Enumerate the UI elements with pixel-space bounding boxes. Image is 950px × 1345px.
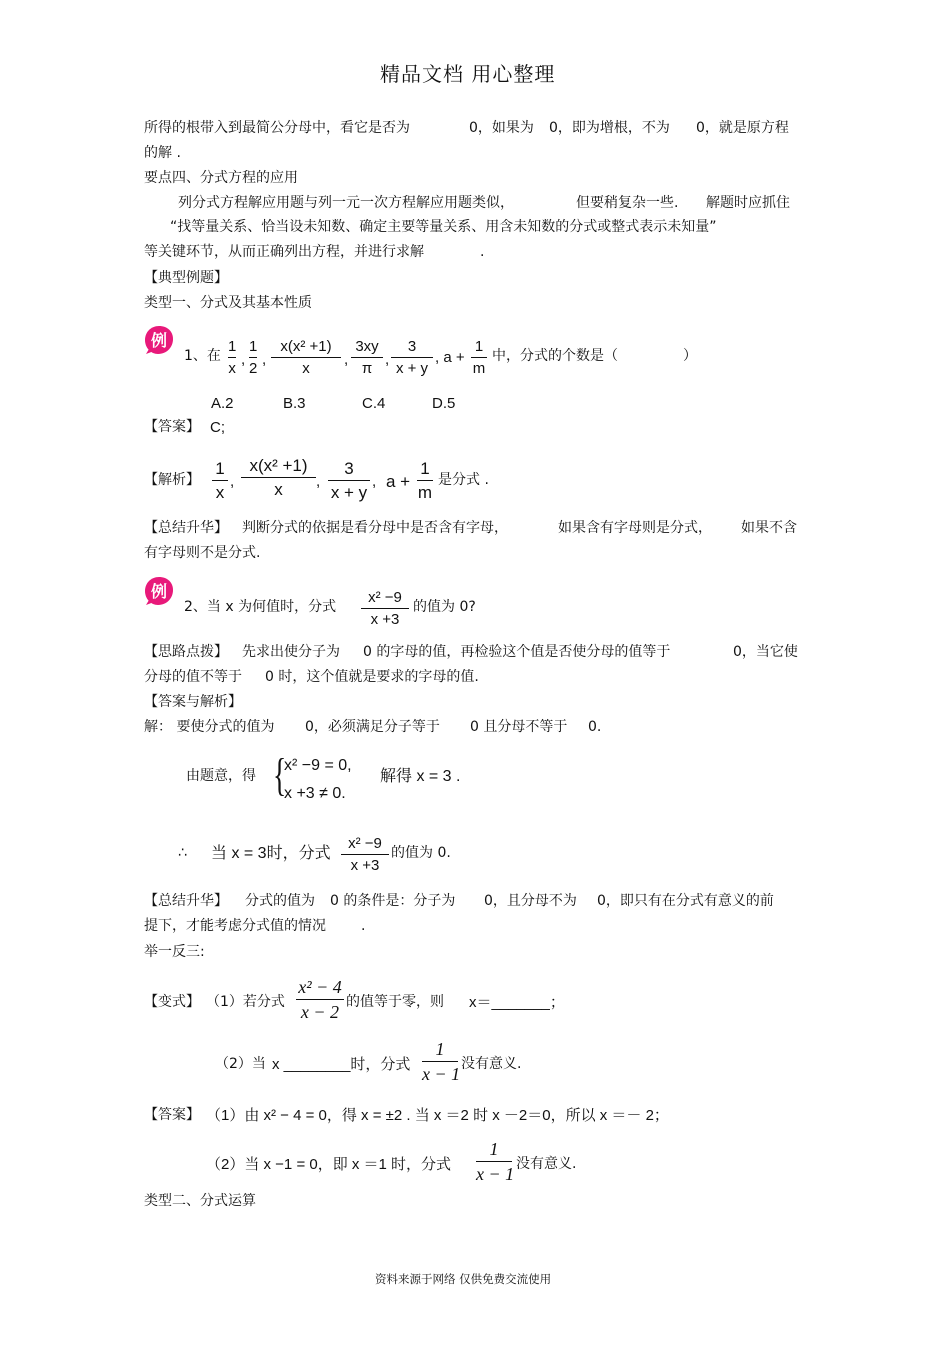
page-footer: 资料来源于网络 仅供免费交流使用 [375, 1272, 552, 1286]
analysis-label: 【解析】 [144, 472, 200, 488]
option-d: D.5 [432, 395, 456, 412]
intro-line-5: “找等量关系、恰当设未知数、确定主要等量关系、用含未知数的分式或整式表示未知量” [170, 219, 717, 235]
intro-line-4: 列分式方程解应用题与列一元一次方程解应用题类似， [178, 195, 514, 211]
practice-answer-label: 【答案】 [144, 1107, 200, 1123]
system-brace: { [273, 749, 287, 800]
fraction-x2minus9-over-xplus3: $\frac{\text{x² −9}}{x +3}$ [341, 836, 389, 873]
comma: , [262, 351, 267, 368]
comma: , [372, 473, 377, 490]
comma: , [344, 351, 349, 368]
summary-2-text-1d: 0，即只有在分式有意义的前 [597, 893, 774, 909]
close-paren: ） [683, 348, 697, 364]
solution-from-problem: 由题意，得 [186, 768, 256, 784]
hint-text-2: 分母的值不等于 [144, 669, 242, 685]
analysis-fraction-1-over-m: $\frac{1}{m}$ [417, 459, 433, 502]
page-title: 精品文档 用心整理 [380, 62, 556, 86]
intro-line-4c: 解题时应抓住 [706, 195, 790, 211]
solution-line-3: 当 x = 3时，分式 [211, 845, 331, 862]
option-a: A.2 [211, 395, 234, 412]
solution-result: 解得 x = 3 . [380, 768, 461, 785]
hint-text-1: 先求出使分子为 [242, 644, 340, 660]
example-badge-icon [144, 576, 174, 606]
practice-answer-2b: 没有意义. [516, 1156, 577, 1172]
variant-label: 【变式】 [144, 994, 200, 1010]
comma: , [385, 351, 390, 368]
svg-text:例: 例 [150, 582, 168, 601]
fraction-3-over-x-plus-y: $\frac{3}{x + y}$ [391, 339, 433, 376]
variant-q1-blank: x＝_______； [469, 994, 565, 1011]
therefore-symbol: ∴ [178, 845, 187, 861]
comma: , [316, 473, 321, 490]
variant-q1b: 的值等于零，则 [346, 994, 444, 1010]
system-equation-1: x² −9 = 0, [284, 757, 352, 774]
intro-line-6: 等关键环节，从而正确列出方程，并进行求解 [144, 244, 424, 260]
variant-q2c: 没有意义. [461, 1056, 522, 1072]
solution-line-3b: 的值为 0. [391, 845, 451, 861]
solution-line-1: 解： 要使分式的值为 [144, 719, 275, 735]
answer-analysis-label: 【答案与解析】 [144, 694, 242, 710]
system-equation-2: x +3 ≠ 0. [284, 785, 346, 802]
solution-line-1b: 0，必须满足分子等于 [305, 719, 440, 735]
comma: , [230, 473, 235, 490]
example-2-suffix: 的值为 0? [413, 599, 476, 615]
svg-text:例: 例 [150, 331, 168, 350]
fraction-x2minus4-over-xminus2: $\frac{\text{x² − 4}}{x - 2}$ [296, 978, 344, 1021]
answer-value: C; [210, 419, 225, 436]
option-c: C.4 [362, 395, 386, 412]
practice-answer-2: （2）当 x −1 = 0，即 x ＝1 时，分式 [206, 1156, 452, 1173]
fraction-1-over-m: $\frac{1}{m}$ [472, 338, 486, 377]
hint-label: 【思路点拨】 [144, 644, 228, 660]
fraction-1-over-x: $\frac{1}{x}$ [228, 338, 237, 377]
type-one-heading: 类型一、分式及其基本性质 [144, 295, 312, 311]
summary-label: 【总结升华】 [144, 520, 228, 536]
comma: , [241, 351, 246, 368]
analysis-a-plus: a + [386, 472, 411, 491]
hint-text-2b: 0 时，这个值就是要求的字母的值. [265, 669, 479, 685]
analysis-fraction-x-x2plus1: $\frac{\text{x(x² +1)}}{x}$ [241, 457, 316, 498]
summary-text-2: 有字母则不是分式. [144, 545, 261, 561]
answer-label: 【答案】 [144, 419, 200, 435]
practice-answer-1: （1）由 x² − 4 = 0，得 x = ±2 . 当 x ＝2 时 x －2＝0，所以 x ＝－ 2； [206, 1107, 669, 1124]
option-b: B.3 [283, 395, 306, 412]
fraction-x2minus9-over-xplus3: $\frac{\text{x² −9}}{x +3}$ [361, 590, 409, 627]
intro-line-4b: 但要稍复杂一些. [576, 195, 679, 211]
summary-2-text-1: 分式的值为 [245, 893, 315, 909]
intro-line-2: 的解 . [144, 145, 181, 161]
fraction-1-over-xminus1: $\frac{1}{x - 1}$ [476, 1139, 515, 1184]
intro-line-1c: 0，即为增根，不为 [549, 120, 670, 136]
summary-text-1c: 如果不含 [741, 520, 797, 536]
intro-line-6b: . [480, 244, 485, 260]
variant-q2-blank: x ________时，分式 [272, 1056, 411, 1073]
variant-q1: （1）若分式 [206, 994, 285, 1010]
example-1-prefix: 1、在 [184, 348, 221, 364]
analysis-fraction-1-over-x: $\frac{1}{x}$ [212, 460, 228, 501]
fraction-x-x2plus1-over-x: $\frac{\text{x(x² +1)}}{x}$ [271, 339, 341, 376]
solution-line-1c: 0 且分母不等于 [470, 719, 568, 735]
summary-text-1b: 如果含有字母则是分式， [558, 520, 712, 536]
practice-heading: 举一反三: [144, 944, 205, 960]
variant-q2: （2）当 [215, 1056, 266, 1072]
intro-line-1d: 0，就是原方程 [696, 120, 789, 136]
example-badge-icon [144, 325, 174, 355]
solution-line-1d: 0. [588, 719, 602, 735]
analysis-suffix: 是分式 . [438, 472, 489, 488]
summary-text-1: 判断分式的依据是看分母中是否含有字母， [242, 520, 508, 536]
intro-line-1b: 0，如果为 [469, 120, 534, 136]
example-1-question: 中，分式的个数是（ [492, 348, 618, 364]
example-2-prompt: 2、当 x 为何值时，分式 [184, 599, 337, 615]
type-two-heading: 类型二、分式运算 [144, 1193, 256, 1209]
a-plus: , a + [435, 349, 465, 366]
summary-2-text-2: 提下，才能考虑分式值的情况 [144, 918, 326, 934]
summary-2-text-2b: . [361, 918, 366, 934]
summary-2-text-1c: 0，且分母不为 [484, 893, 577, 909]
typical-examples-heading: 【典型例题】 [144, 270, 228, 286]
analysis-fraction-3-over-x-plus-y: $\frac{3}{x + y}$ [328, 460, 370, 501]
fraction-3xy-over-pi: $\frac{3xy}{\pi}$ [351, 339, 383, 376]
section-heading-4: 要点四、分式方程的应用 [144, 170, 298, 186]
fraction-1-over-2: $\frac{1}{2}$ [249, 338, 258, 377]
fraction-1-over-xminus1: $\frac{1}{x - 1}$ [422, 1039, 461, 1084]
intro-line-1: 所得的根带入到最简公分母中，看它是否为 [144, 120, 410, 136]
hint-text-1b: 0 的字母的值，再检验这个值是否使分母的值等于 [363, 644, 671, 660]
summary-label: 【总结升华】 [144, 893, 228, 909]
summary-2-text-1b: 0 的条件是：分子为 [330, 893, 456, 909]
hint-text-1c: 0，当它使 [733, 644, 798, 660]
